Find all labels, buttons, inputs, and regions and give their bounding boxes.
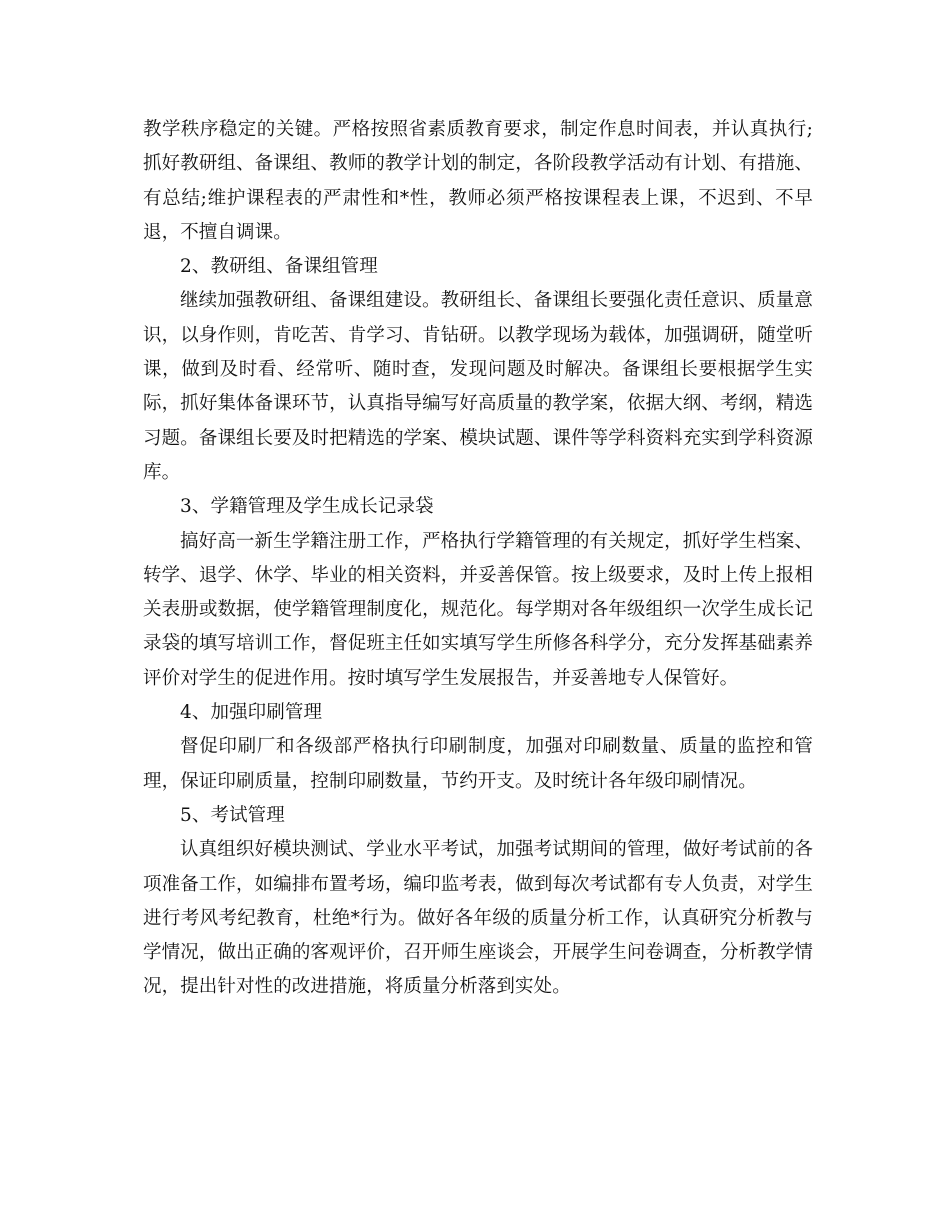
paragraph-student-records: 搞好高一新生学籍注册工作，严格执行学籍管理的有关规定，抓好学生档案、转学、退学、休学、毕业的相关资料，并妥善保管。按上级要求，及时上传上报相关表册或数据，使学籍管理制度化，规范化。每学期对各年级组织一次学生成长记录袋的填写培训工作，督促班主任如实填写学生所修各科学分，充分发挥基础素养评价对学生的促进作用。按时填写学生发展报告，并妥善地专人保管好。 — [143, 530, 813, 689]
section-heading-student-records: 3、学籍管理及学生成长记录袋 — [180, 496, 434, 518]
document-body — [143, 113, 813, 1005]
paragraph-continuation: 教学秩序稳定的关键。严格按照省素质教育要求，制定作息时间表，并认真执行;抓好教研组、备课组、教师的教学计划的制定，各阶段教学活动有计划、有措施、有总结;维护课程表的严肃性和*性，教师必须严格按课程表上课，不迟到、不早退，不擅自调课。 — [143, 119, 813, 243]
section-heading-printing: 4、加强印刷管理 — [180, 702, 323, 724]
section-heading-exams: 5、考试管理 — [180, 804, 285, 826]
paragraph-exams: 认真组织好模块测试、学业水平考试，加强考试期间的管理，做好考试前的各项准备工作，如编排布置考场，编印监考表，做到每次考试都有专人负责，对学生进行考风考纪教育，杜绝*行为。做好各年级的质量分析工作，认真研究分析教与学情况，做出正确的客观评价，召开师生座谈会，开展学生问卷调查，分析教学情况，提出针对性的改进措施，将质量分析落到实处。 — [143, 839, 813, 998]
paragraph-teaching-research: 继续加强教研组、备课组建设。教研组长、备课组长要强化责任意识、质量意识，以身作则，肯吃苦、肯学习、肯钻研。以教学现场为载体，加强调研，随堂听课，做到及时看、经常听、随时查，发现问题及时解决。备课组长要根据学生实际，抓好集体备课环节，认真指导编写好高质量的教学案，依据大纲、考纲，精选习题。备课组长要及时把精选的学案、模块试题、课件等学科资料充实到学科资源库。 — [143, 290, 813, 483]
paragraph-printing: 督促印刷厂和各级部严格执行印刷制度，加强对印刷数量、质量的监控和管理，保证印刷质量，控制印刷数量，节约开支。及时统计各年级印刷情况。 — [143, 736, 813, 792]
section-heading-teaching-research: 2、教研组、备课组管理 — [180, 256, 378, 278]
